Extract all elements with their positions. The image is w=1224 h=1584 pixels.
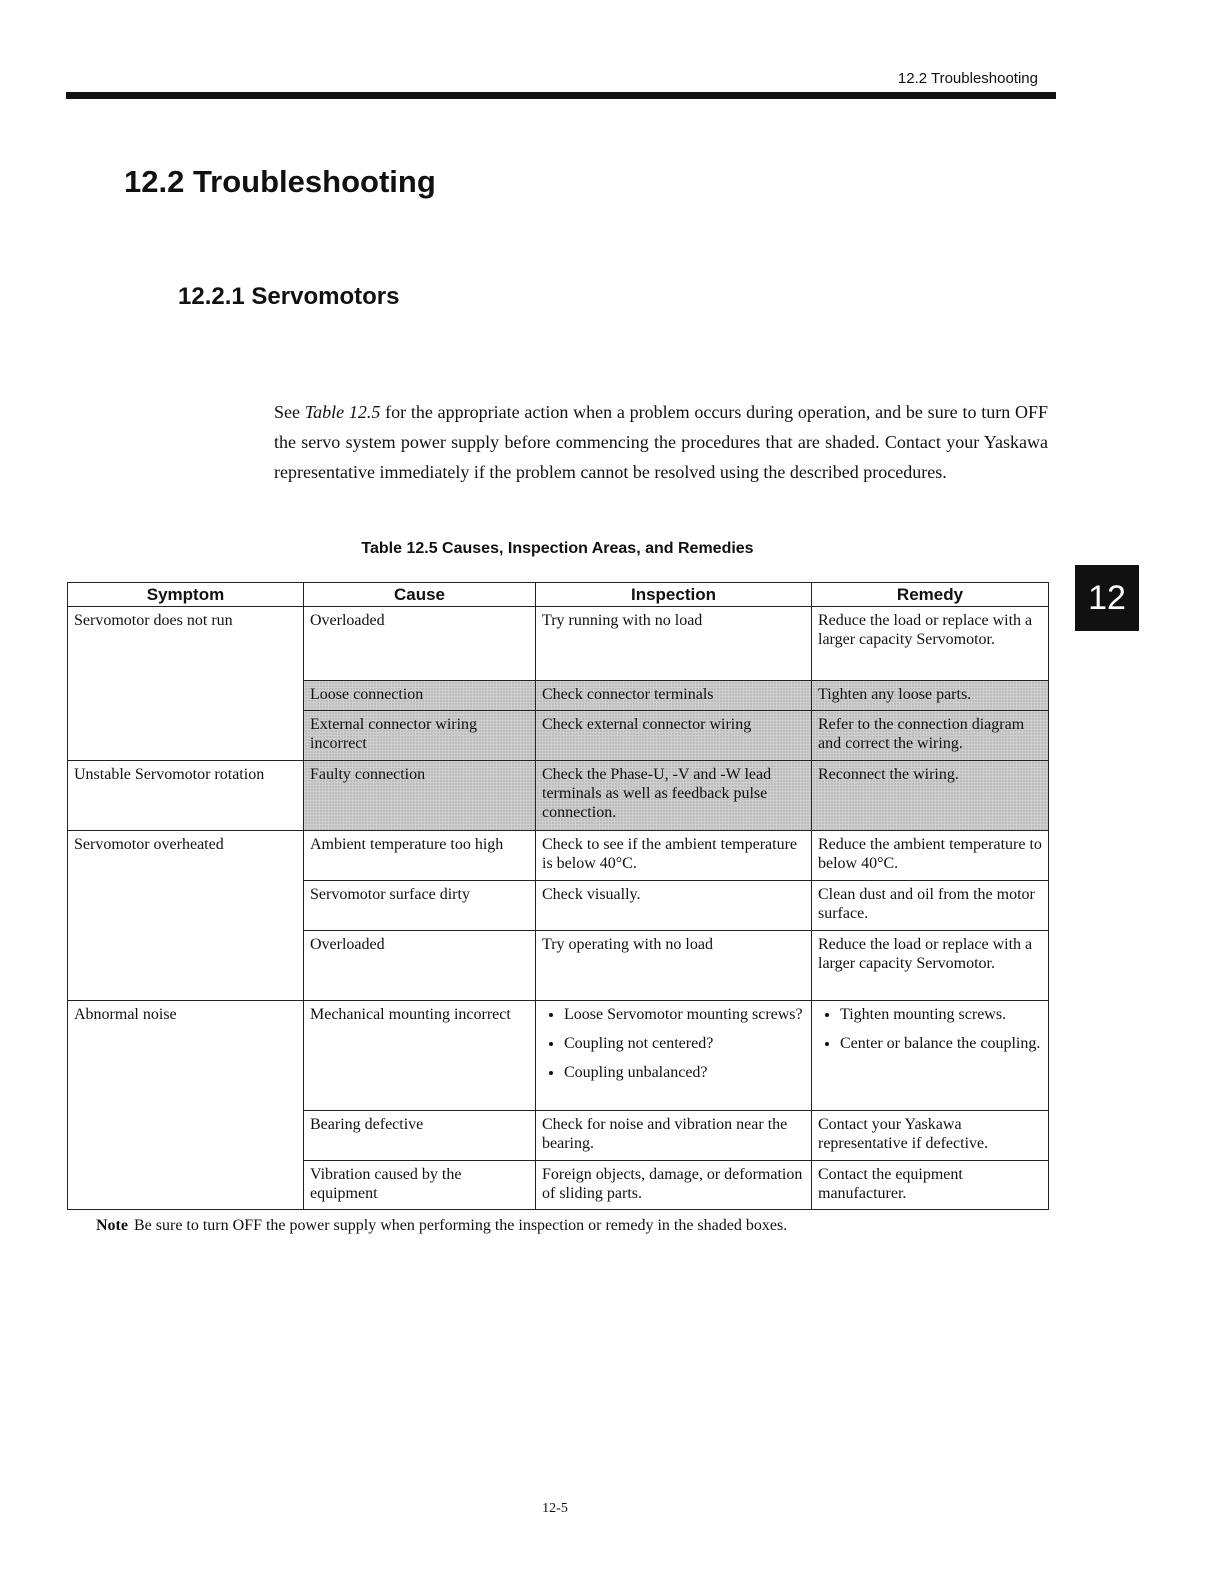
remedy-cell: Contact the equipment manufacturer. <box>812 1161 1049 1210</box>
table-row <box>68 1001 1049 1111</box>
remedy-cell: Reduce the ambient temperature to below 40°C. <box>812 831 1049 881</box>
intro-paragraph <box>274 397 1048 487</box>
remedy-cell-shaded: Refer to the connection diagram and correct the wiring. <box>812 711 1049 761</box>
cause-cell: Overloaded <box>304 931 536 1001</box>
chapter-tab: 12 <box>1075 565 1139 631</box>
remedy-bullet: • Center or balance the coupling. <box>840 1034 1042 1053</box>
header-inspection: Inspection <box>536 583 812 607</box>
cause-cell-shaded: External connector wiring incorrect <box>304 711 536 761</box>
header-symptom: Symptom <box>68 583 304 607</box>
table-row <box>68 831 1049 881</box>
symptom-cell: Servomotor overheated <box>68 831 304 1001</box>
cause-cell: Overloaded <box>304 607 536 681</box>
symptom-cell: Servomotor does not run <box>68 607 304 761</box>
inspection-bullet-list <box>542 1005 805 1082</box>
table-caption: Table 12.5 Causes, Inspection Areas, and Remedies <box>361 540 754 557</box>
inspection-cell: Foreign objects, damage, or deformation of sliding parts. <box>536 1161 812 1210</box>
header-cause: Cause <box>304 583 536 607</box>
page-number: 12-5 <box>542 1501 568 1516</box>
table-row <box>68 761 1049 831</box>
cause-cell-shaded: Faulty connection <box>304 761 536 831</box>
symptom-cell: Abnormal noise <box>68 1001 304 1210</box>
cause-cell: Servomotor surface dirty <box>304 881 536 931</box>
remedy-cell-shaded: Tighten any loose parts. <box>812 681 1049 711</box>
section-title: 12.2 Troubleshooting <box>124 164 436 199</box>
inspection-cell-shaded: Check external connector wiring <box>536 711 812 761</box>
note-label: Note <box>96 1217 128 1234</box>
troubleshooting-table <box>67 582 1049 1210</box>
inspection-bullet: • Coupling unbalanced? <box>564 1063 805 1082</box>
note-text: Be sure to turn OFF the power supply when performing the inspection or remedy in the shaded boxes. <box>133 1217 788 1234</box>
header-rule <box>66 92 1056 99</box>
running-header: 12.2 Troubleshooting <box>897 70 1038 87</box>
inspection-cell <box>536 1001 812 1111</box>
table-row <box>68 607 1049 681</box>
symptom-cell: Unstable Servomotor rotation <box>68 761 304 831</box>
inspection-bullet: • Loose Servomotor mounting screws? <box>564 1005 805 1024</box>
remedy-cell: Reduce the load or replace with a larger capacity Servomotor. <box>812 607 1049 681</box>
inspection-cell: Check to see if the ambient temperature is below 40°C. <box>536 831 812 881</box>
inspection-cell-shaded: Check connector terminals <box>536 681 812 711</box>
table-note <box>96 1217 787 1235</box>
cause-cell: Vibration caused by the equipment <box>304 1161 536 1210</box>
inspection-bullet: • Coupling not centered? <box>564 1034 805 1053</box>
remedy-bullet: • Tighten mounting screws. <box>840 1005 1042 1024</box>
inspection-cell-shaded: Check the Phase-U, -V and -W lead terminals as well as feedback pulse connection. <box>536 761 812 831</box>
table-header-row <box>68 583 1049 607</box>
inspection-cell: Try running with no load <box>536 607 812 681</box>
cause-cell: Bearing defective <box>304 1111 536 1161</box>
table-reference: Table 12.5 <box>304 402 381 422</box>
cause-cell-shaded: Loose connection <box>304 681 536 711</box>
remedy-cell <box>812 1001 1049 1111</box>
inspection-cell: Try operating with no load <box>536 931 812 1001</box>
inspection-cell: Check visually. <box>536 881 812 931</box>
remedy-cell: Clean dust and oil from the motor surface. <box>812 881 1049 931</box>
cause-cell: Mechanical mounting incorrect <box>304 1001 536 1111</box>
remedy-cell-shaded: Reconnect the wiring. <box>812 761 1049 831</box>
subsection-title: 12.2.1 Servomotors <box>178 283 400 310</box>
inspection-cell: Check for noise and vibration near the bearing. <box>536 1111 812 1161</box>
header-remedy: Remedy <box>812 583 1049 607</box>
intro-text-after: for the appropriate action when a problem occurs during operation, and be sure to turn OFF the servo system power supply before commencing the procedures that are shaded. Contact your Yaskawa representative immediately if the problem cannot be resolved using the described procedures. <box>274 402 1048 482</box>
intro-text-before: See <box>274 402 305 422</box>
remedy-bullet-list <box>818 1005 1042 1053</box>
remedy-cell: Reduce the load or replace with a larger capacity Servomotor. <box>812 931 1049 1001</box>
cause-cell: Ambient temperature too high <box>304 831 536 881</box>
remedy-cell: Contact your Yaskawa representative if defective. <box>812 1111 1049 1161</box>
